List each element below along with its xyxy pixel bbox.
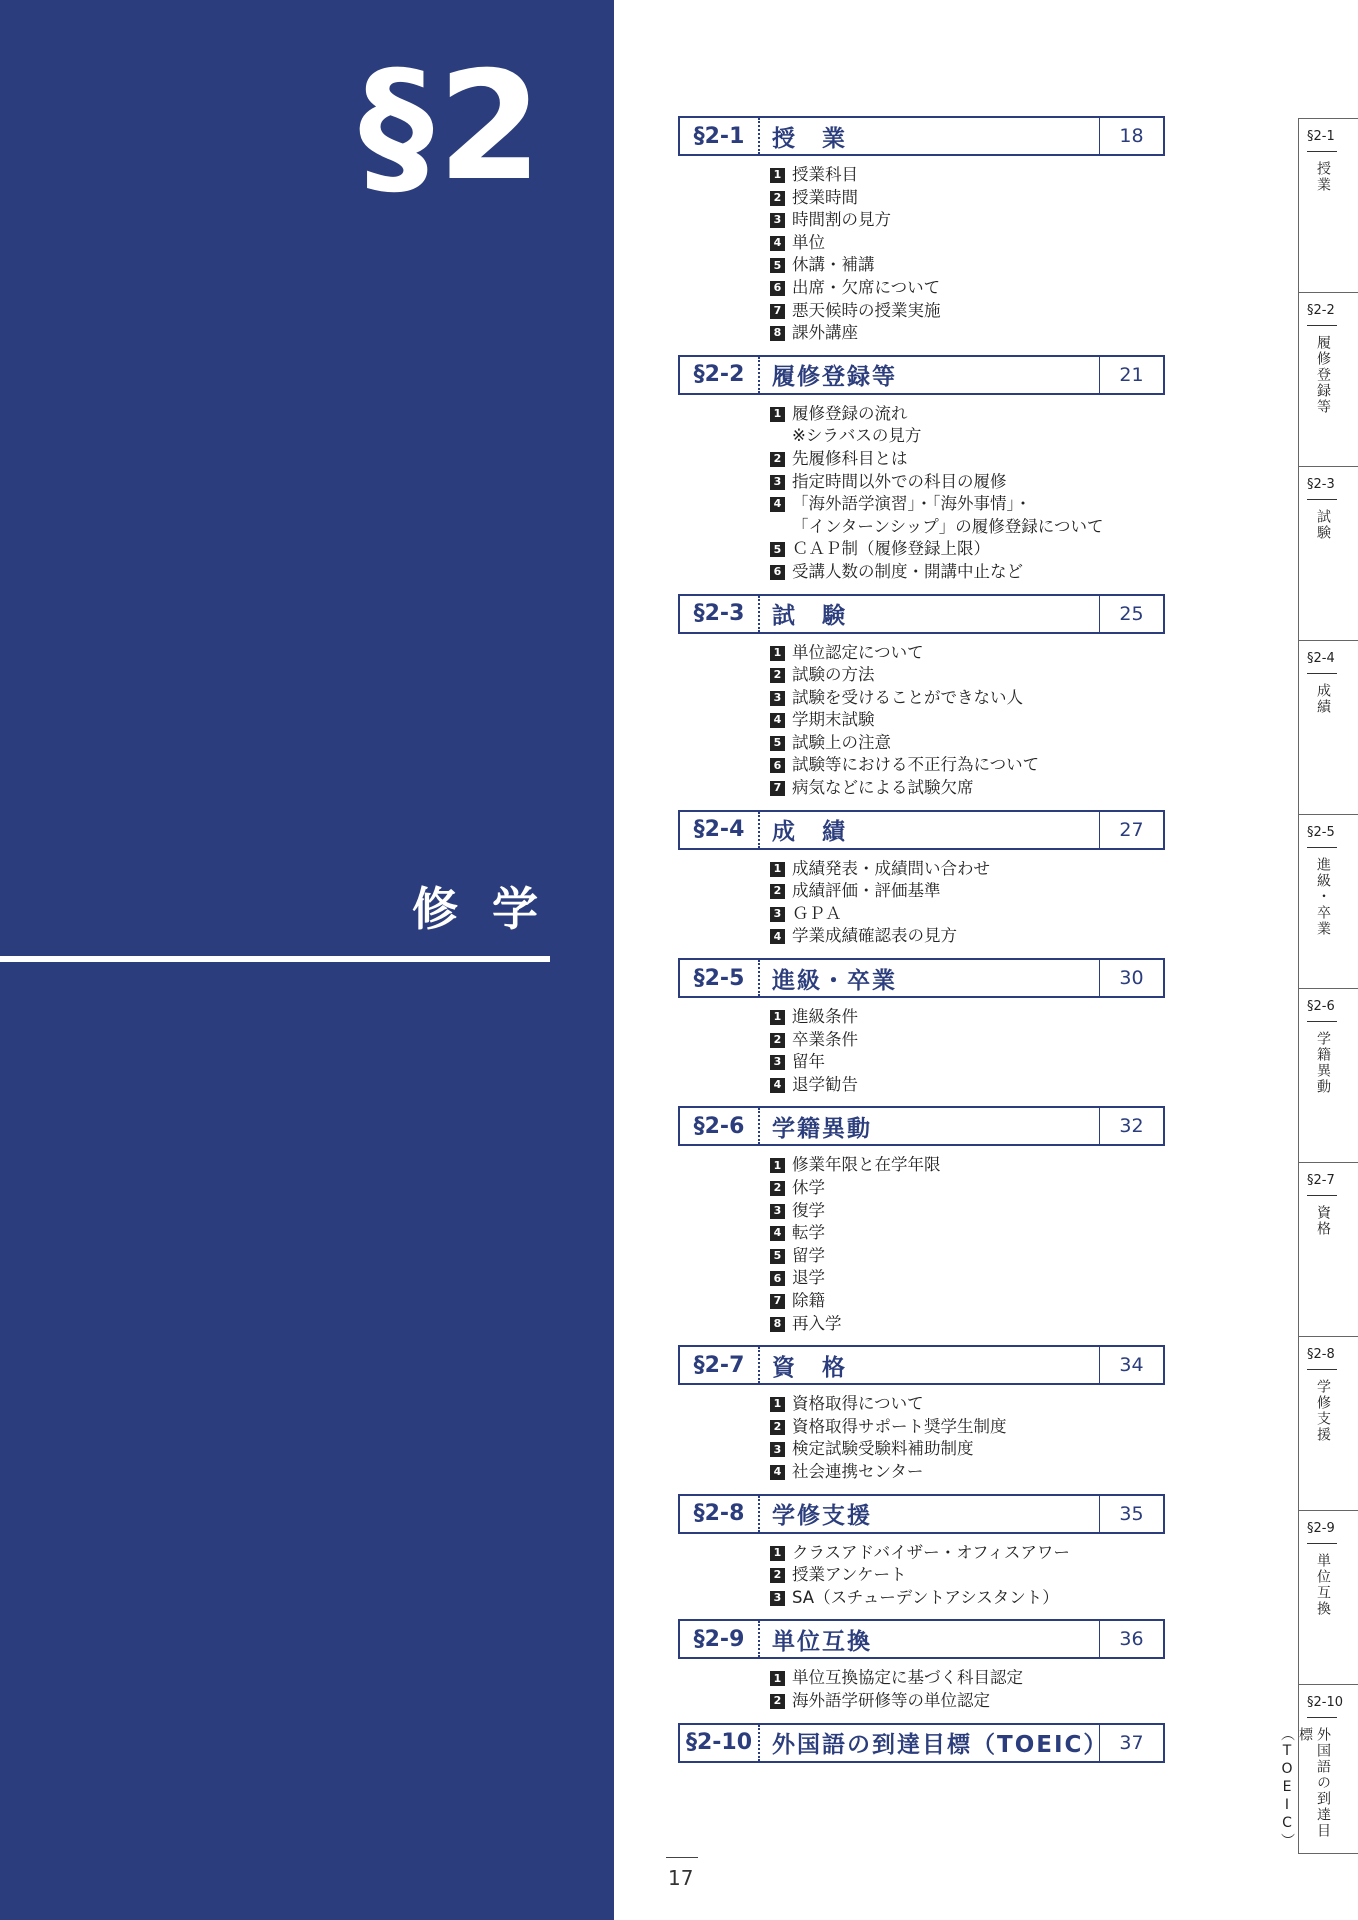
toc-item[interactable] [770,1313,1165,1336]
section-header[interactable] [678,1345,1165,1385]
item-number-badge: 5 [770,258,785,273]
toc-item-label: 学期末試験 [792,710,875,730]
item-number-badge: 2 [770,1568,785,1583]
item-number-badge: 6 [770,1271,785,1286]
item-number-badge: 3 [770,691,785,706]
toc-item-label: 受講人数の制度・開講中止など [792,561,1023,581]
toc-item-label: 資格取得サポート奨学生制度 [792,1416,1007,1436]
section-page-number: 32 [1099,1108,1163,1144]
item-number-badge: 4 [770,929,785,944]
toc-section [678,810,1165,958]
toc-section [678,1494,1165,1620]
toc-item[interactable] [770,664,1165,687]
side-tab-label: 試験 [1315,509,1331,541]
side-tab-label: 履修登録等 [1315,335,1331,415]
section-header[interactable] [678,1106,1165,1146]
side-index-tab[interactable] [1298,1336,1358,1510]
item-number-badge: 2 [770,1181,785,1196]
toc-item-label: 修業年限と在学年限 [792,1155,941,1175]
toc-item-label: 復学 [792,1200,825,1220]
toc-item-label: 授業科目 [792,165,858,184]
section-header[interactable] [678,810,1165,850]
toc-item-label: 先履修科目とは [792,448,908,468]
side-index-tab[interactable] [1298,292,1358,466]
section-title: 学籍異動 [772,1115,872,1142]
item-number-badge: 4 [770,497,785,512]
toc-section [678,116,1165,355]
table-of-contents [678,116,1165,1763]
item-number-badge: 3 [770,475,785,490]
page-number: 17 [668,1866,694,1890]
side-index-tab[interactable] [1298,640,1358,814]
item-number-badge: 4 [770,1226,785,1241]
toc-item[interactable] [770,858,1165,881]
section-page-number: 35 [1099,1496,1163,1532]
toc-item[interactable] [770,209,1165,232]
side-tab-number: §2-9 [1307,1521,1335,1536]
section-title: 外国語の到達目標（TOEIC） [772,1732,1109,1758]
section-number: §2-5 [680,960,760,996]
toc-item[interactable] [770,1006,1165,1029]
toc-item[interactable] [770,1200,1165,1223]
item-number-badge: 5 [770,736,785,751]
section-title: 単位互換 [772,1628,872,1655]
toc-section [678,1345,1165,1493]
toc-item-label: 留年 [792,1052,825,1072]
section-item-list [678,850,1165,958]
toc-item-label: 病気などによる試験欠席 [792,778,974,798]
side-tab-number: §2-2 [1307,303,1335,318]
side-tab-divider [1307,1195,1337,1196]
section-title: 資 格 [772,1354,847,1381]
toc-item-label: 退学 [792,1268,825,1288]
item-number-badge: 2 [770,1033,785,1048]
toc-item[interactable] [770,164,1165,187]
chapter-title: 修学 [412,882,572,936]
item-number-badge: 7 [770,1294,785,1309]
section-page-number: 36 [1099,1621,1163,1657]
toc-item[interactable] [770,322,1165,345]
toc-item[interactable] [770,1667,1165,1690]
toc-item-label: 悪天候時の授業実施 [792,300,941,320]
side-index-tabs [1279,118,1358,1854]
section-number: §2-3 [680,596,760,632]
toc-item-label: 「海外語学演習」・「海外事情」・ 「インターンシップ」の履修登録について [792,494,1104,536]
item-number-badge: 1 [770,168,785,183]
section-item-list [678,1534,1165,1620]
toc-item[interactable] [770,254,1165,277]
toc-item-label: 退学勧告 [792,1074,858,1094]
section-item-list [678,156,1165,355]
section-number: §2-1 [680,118,760,154]
toc-item[interactable] [770,493,1165,538]
side-tab-number: §2-6 [1307,999,1335,1014]
toc-item-label: 学業成績確認表の見方 [792,926,957,946]
item-number-badge: 4 [770,236,785,251]
section-number: §2-8 [680,1496,760,1532]
side-tab-number: §2-7 [1307,1173,1335,1188]
section-header[interactable] [678,1619,1165,1659]
section-header[interactable] [678,116,1165,156]
item-number-badge: 1 [770,1158,785,1173]
side-index-tab[interactable] [1279,1684,1358,1854]
section-title: 授 業 [772,125,847,152]
toc-item-label: 成績発表・成績問い合わせ [792,858,990,878]
toc-item[interactable] [770,1290,1165,1313]
item-number-badge: 1 [770,862,785,877]
toc-item-label: 転学 [792,1223,825,1243]
toc-item-label: 単位互換協定に基づく科目認定 [792,1668,1023,1688]
item-number-badge: 3 [770,1055,785,1070]
toc-item[interactable] [770,471,1165,494]
side-tab-label: 学籍異動 [1315,1031,1331,1095]
toc-item[interactable] [770,1690,1165,1713]
section-header[interactable] [678,594,1165,634]
section-title: 学修支援 [772,1503,872,1530]
section-header[interactable] [678,1494,1165,1534]
side-tab-number: §2-5 [1307,825,1335,840]
toc-item[interactable] [770,1416,1165,1439]
toc-item-label: 課外講座 [792,323,858,343]
item-number-badge: 2 [770,884,785,899]
toc-item-label: 単位認定について [792,642,924,662]
page-number-rule [666,1857,698,1858]
item-number-badge: 8 [770,1317,785,1332]
toc-item-label: 時間割の見方 [792,210,891,230]
toc-section [678,594,1165,810]
side-tab-divider [1307,847,1337,848]
section-number: §2-9 [680,1621,760,1657]
item-number-badge: 2 [770,452,785,467]
section-page-number: 34 [1099,1347,1163,1383]
side-index-tab[interactable] [1298,814,1358,988]
toc-item-label: 休学 [792,1178,825,1197]
toc-item[interactable] [770,777,1165,800]
toc-item[interactable] [770,300,1165,323]
chapter-number: §2 [358,40,546,214]
side-tab-divider [1307,673,1337,674]
toc-section [678,958,1165,1106]
toc-section [678,1619,1165,1722]
toc-item-label: 除籍 [792,1290,825,1310]
toc-item-label: 成績評価・評価基準 [792,881,941,901]
toc-item[interactable] [770,925,1165,948]
section-header[interactable] [678,1723,1165,1763]
toc-item[interactable] [770,187,1165,210]
toc-item[interactable] [770,277,1165,300]
toc-item-label: 検定試験受験料補助制度 [792,1439,974,1459]
toc-item[interactable] [770,232,1165,255]
section-number: §2-6 [680,1108,760,1144]
side-tab-number: §2-1 [1307,129,1335,144]
toc-item-label: 海外語学研修等の単位認定 [792,1690,990,1710]
toc-item-label: 再入学 [792,1313,842,1333]
toc-item[interactable] [770,538,1165,561]
toc-item[interactable] [770,1074,1165,1097]
item-number-badge: 6 [770,565,785,580]
toc-item[interactable] [770,1245,1165,1268]
item-number-badge: 8 [770,326,785,341]
toc-item[interactable] [770,1051,1165,1074]
side-tab-divider [1307,1021,1337,1022]
section-title: 試 験 [772,603,847,629]
item-number-badge: 6 [770,281,785,296]
toc-section [678,1723,1165,1763]
item-number-badge: 3 [770,213,785,228]
item-number-badge: 3 [770,1591,785,1606]
side-index-tab[interactable] [1298,466,1358,640]
toc-item[interactable] [770,448,1165,471]
section-item-list [678,395,1165,594]
section-page-number: 30 [1099,960,1163,996]
toc-item[interactable] [770,687,1165,710]
toc-item[interactable] [770,754,1165,777]
toc-item[interactable] [770,1222,1165,1245]
toc-item-label: 休講・補講 [792,255,875,275]
item-number-badge: 5 [770,1249,785,1264]
item-number-badge: 1 [770,1546,785,1561]
section-item-list [678,998,1165,1106]
toc-item[interactable] [770,1267,1165,1290]
toc-item[interactable] [770,642,1165,665]
side-tab-label: 学修支援 [1315,1379,1331,1443]
side-tab-label: 資格 [1315,1205,1331,1237]
toc-item-label: 社会連携センター [792,1461,924,1481]
item-number-badge: 4 [770,1078,785,1093]
section-number: §2-2 [680,357,760,393]
toc-item-label: 出席・欠席について [792,277,941,297]
section-item-list [678,634,1165,810]
section-page-number: 18 [1099,118,1163,154]
toc-section [678,355,1165,594]
section-page-number: 21 [1099,357,1163,393]
section-number: §2-7 [680,1347,760,1383]
section-item-list [678,1146,1165,1345]
toc-item[interactable] [770,1564,1165,1587]
toc-item[interactable] [770,732,1165,755]
toc-item-label: SA（スチューデントアシスタント） [792,1587,1059,1607]
section-number: §2-10 [680,1725,760,1761]
toc-item-label: 進級条件 [792,1007,858,1027]
side-tab-label: 成績 [1315,683,1331,715]
toc-item-label: 授業時間 [792,187,858,207]
toc-item-label: 試験を受けることができない人 [792,687,1023,707]
toc-item-label: 履修登録の流れ ※シラバスの見方 [792,403,922,446]
toc-item[interactable] [770,1177,1165,1200]
toc-item-label: 試験上の注意 [792,732,891,752]
side-tab-label: 授業 [1315,161,1331,193]
toc-item[interactable] [770,1029,1165,1052]
toc-item[interactable] [770,1438,1165,1461]
item-number-badge: 5 [770,542,785,557]
toc-item-label: 試験等における不正行為について [792,755,1040,775]
section-page-number: 27 [1099,812,1163,848]
side-tab-number: §2-8 [1307,1347,1335,1362]
item-number-badge: 3 [770,1442,785,1457]
section-page-number: 25 [1099,596,1163,632]
toc-section [678,1106,1165,1345]
side-tab-divider [1307,1543,1337,1544]
toc-item[interactable] [770,561,1165,584]
chapter-cover-panel [0,0,614,1920]
toc-item-label: 資格取得について [792,1394,924,1414]
toc-item-label: クラスアドバイザー・オフィスアワー [792,1542,1070,1562]
side-tab-divider [1307,151,1337,152]
side-tab-label: 外国語の到達目標（TOEIC） [1279,1727,1331,1849]
toc-item[interactable] [770,1393,1165,1416]
item-number-badge: 7 [770,781,785,796]
toc-item-label: 指定時間以外での科目の履修 [792,471,1007,491]
item-number-badge: 2 [770,1420,785,1435]
side-tab-divider [1307,1717,1337,1718]
item-number-badge: 7 [770,304,785,319]
item-number-badge: 3 [770,1204,785,1219]
section-header[interactable] [678,355,1165,395]
item-number-badge: 1 [770,407,785,422]
toc-item[interactable] [770,1587,1165,1610]
section-page-number: 37 [1099,1725,1163,1761]
toc-item-label: ＣＡＰ制（履修登録上限） [792,539,990,559]
section-item-list [678,1385,1165,1493]
side-tab-divider [1307,1369,1337,1370]
section-item-list [678,1659,1165,1722]
section-title: 進級・卒業 [772,967,897,994]
item-number-badge: 1 [770,1671,785,1686]
side-tab-label: 進級・卒業 [1315,857,1331,937]
item-number-badge: 2 [770,668,785,683]
toc-item[interactable] [770,903,1165,926]
side-index-tab[interactable] [1298,1510,1358,1684]
side-tab-number: §2-4 [1307,651,1335,666]
item-number-badge: 1 [770,1010,785,1025]
item-number-badge: 3 [770,907,785,922]
toc-item-label: 授業アンケート [792,1565,907,1585]
toc-item[interactable] [770,403,1165,448]
toc-item-label: 試験の方法 [792,665,875,685]
chapter-underline [0,956,550,962]
side-index-tab[interactable] [1298,118,1358,292]
toc-item-label: 卒業条件 [792,1029,858,1049]
side-tab-label: 単位互換 [1315,1553,1331,1617]
item-number-badge: 4 [770,713,785,728]
item-number-badge: 4 [770,1465,785,1480]
item-number-badge: 1 [770,1397,785,1412]
toc-item-label: 単位 [792,232,825,252]
toc-item-label: 留学 [792,1245,825,1265]
section-header[interactable] [678,958,1165,998]
side-tab-divider [1307,325,1337,326]
toc-item[interactable] [770,1461,1165,1484]
side-tab-number: §2-3 [1307,477,1335,492]
toc-item[interactable] [770,1542,1165,1565]
item-number-badge: 6 [770,758,785,773]
side-tab-number: §2-10 [1307,1695,1344,1710]
toc-item[interactable] [770,880,1165,903]
section-title: 成 績 [772,819,847,846]
side-index-tab[interactable] [1298,988,1358,1162]
section-number: §2-4 [680,812,760,848]
item-number-badge: 2 [770,1694,785,1709]
item-number-badge: 2 [770,191,785,206]
side-tab-divider [1307,499,1337,500]
section-title: 履修登録等 [772,364,897,391]
toc-item[interactable] [770,1154,1165,1177]
toc-item-label: ＧＰＡ [792,903,842,923]
item-number-badge: 1 [770,646,785,661]
side-index-tab[interactable] [1298,1162,1358,1336]
toc-item[interactable] [770,709,1165,732]
